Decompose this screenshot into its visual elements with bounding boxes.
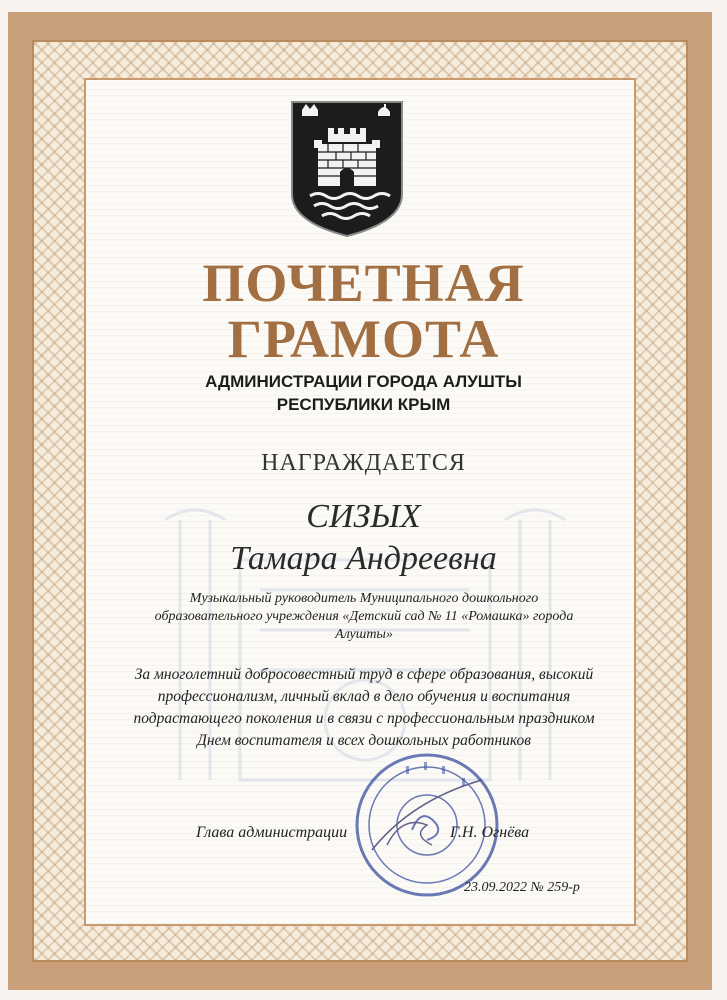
signatory-title: Глава администрации [196, 824, 348, 841]
award-reason: За многолетний добросовестный труд в сфере образования, высокий профессионализм, личный вклад в дело обучения и воспитания подрастающего поколения и в связи с профессиональным праздником Днем воспитателя и всех дошкольных работников [133, 666, 595, 749]
signatory-name: Г.Н. Огнёва [450, 824, 530, 841]
issuer-line1: АДМИНИСТРАЦИИ ГОРОДА АЛУШТЫ [205, 372, 522, 391]
recipient-surname: СИЗЫХ [306, 498, 421, 535]
recipient-position: Музыкальный руководитель Муниципального дошкольного образовательного учреждения «Детский сад № 11 «Ромашка» города Алушты» [154, 591, 574, 642]
certificate-title-line1: ПОЧЕТНАЯ [202, 253, 525, 313]
coat-of-arms-icon [288, 98, 406, 240]
recipient-name: Тамара Андреевна [230, 540, 497, 577]
issuer-line2: РЕСПУБЛИКИ КРЫМ [276, 395, 451, 414]
certificate-title-line2: ГРАМОТА [227, 309, 500, 369]
awarded-label: НАГРАЖДАЕТСЯ [261, 450, 466, 476]
document-number: 23.09.2022 № 259-р [464, 880, 580, 895]
